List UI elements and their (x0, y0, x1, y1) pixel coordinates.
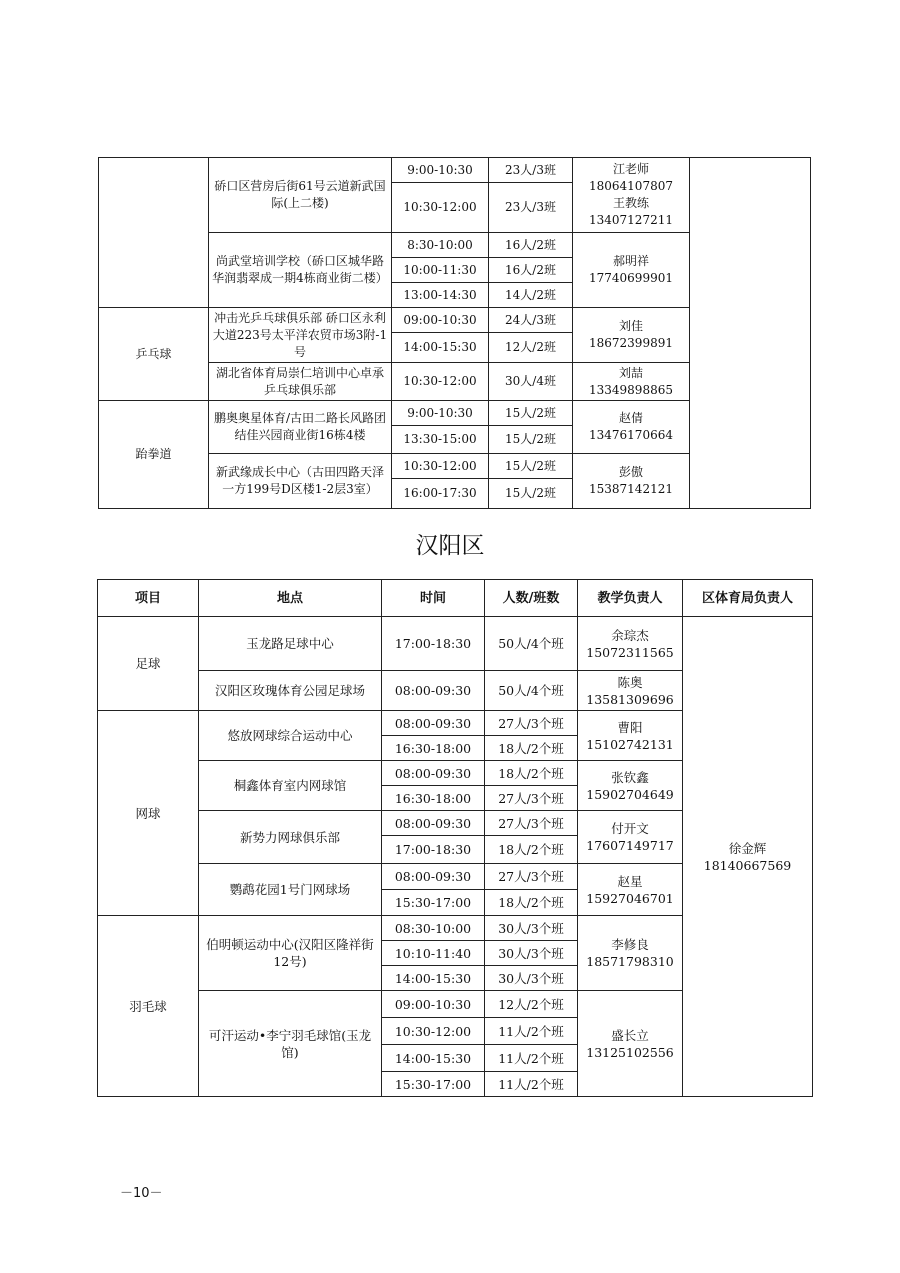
contact-cell: 李修良 18571798310 (578, 916, 683, 991)
time-cell: 15:30-17:00 (382, 1072, 485, 1097)
capacity-cell: 12人/2个班 (485, 991, 578, 1018)
district-contact-cell: 徐金辉 18140667569 (683, 617, 813, 1097)
capacity-cell: 18人/2个班 (485, 761, 578, 786)
capacity-cell: 18人/2个班 (485, 890, 578, 916)
time-cell: 15:30-17:00 (382, 890, 485, 916)
capacity-cell: 16人/2班 (489, 233, 573, 258)
capacity-cell: 12人/2班 (489, 333, 573, 363)
venue-cell: 悠放网球综合运动中心 (199, 711, 382, 761)
time-cell: 17:00-18:30 (382, 836, 485, 864)
time-cell: 09:00-10:30 (392, 308, 489, 333)
capacity-cell: 15人/2班 (489, 479, 573, 509)
venue-cell: 可汗运动•李宁羽毛球馆(玉龙馆) (199, 991, 382, 1097)
table-row (99, 158, 811, 183)
capacity-cell: 27人/3个班 (485, 864, 578, 890)
contact-cell: 盛长立 13125102556 (578, 991, 683, 1097)
venue-cell: 玉龙路足球中心 (199, 617, 382, 671)
time-cell: 9:00-10:30 (392, 401, 489, 426)
capacity-cell: 23人/3班 (489, 183, 573, 233)
capacity-cell: 27人/3个班 (485, 711, 578, 736)
capacity-cell: 15人/2班 (489, 454, 573, 479)
time-cell: 10:00-11:30 (392, 258, 489, 283)
contact-cell: 余琮杰 15072311565 (578, 617, 683, 671)
time-cell: 08:00-09:30 (382, 811, 485, 836)
section-title: 汉阳区 (415, 533, 485, 559)
contact-cell: 刘喆 13349898865 (573, 363, 690, 401)
venue-cell: 汉阳区玫瑰体育公园足球场 (199, 671, 382, 711)
contact-cell: 彭傲 15387142121 (573, 454, 690, 509)
venue-cell: 尚武堂培训学校（硚口区城华路华润翡翠成一期4栋商业街二楼） (209, 233, 392, 308)
sport-cell: 足球 (98, 617, 199, 711)
column-header: 地点 (199, 580, 382, 617)
contact-cell: 张钦鑫 15902704649 (578, 761, 683, 811)
capacity-cell: 24人/3班 (489, 308, 573, 333)
time-cell: 10:30-12:00 (392, 454, 489, 479)
schedule-table-continued (98, 157, 811, 509)
capacity-cell: 15人/2班 (489, 426, 573, 454)
capacity-cell: 11人/2个班 (485, 1018, 578, 1045)
venue-cell: 新势力网球俱乐部 (199, 811, 382, 864)
time-cell: 14:00-15:30 (382, 966, 485, 991)
column-header: 时间 (382, 580, 485, 617)
capacity-cell: 30人/3个班 (485, 966, 578, 991)
column-header: 人数/班数 (485, 580, 578, 617)
time-cell: 10:30-12:00 (392, 363, 489, 401)
capacity-cell: 11人/2个班 (485, 1072, 578, 1097)
venue-cell: 桐鑫体育室内网球馆 (199, 761, 382, 811)
time-cell: 9:00-10:30 (392, 158, 489, 183)
time-cell: 16:30-18:00 (382, 786, 485, 811)
capacity-cell: 11人/2个班 (485, 1045, 578, 1072)
time-cell: 10:30-12:00 (392, 183, 489, 233)
venue-cell: 硚口区营房后街61号云道新武国际(上二楼) (209, 158, 392, 233)
contact-cell: 赵星 15927046701 (578, 864, 683, 916)
venue-cell: 伯明顿运动中心(汉阳区隆祥街12号) (199, 916, 382, 991)
capacity-cell: 30人/4班 (489, 363, 573, 401)
capacity-cell: 23人/3班 (489, 158, 573, 183)
venue-cell: 鹏奥奥星体育/古田二路长风路团结佳兴园商业街16栋4楼 (209, 401, 392, 454)
time-cell: 14:00-15:30 (382, 1045, 485, 1072)
capacity-cell: 16人/2班 (489, 258, 573, 283)
schedule-table (97, 579, 813, 1097)
capacity-cell: 18人/2个班 (485, 736, 578, 761)
contact-cell: 郝明祥 17740699901 (573, 233, 690, 308)
time-cell: 09:00-10:30 (382, 991, 485, 1018)
time-cell: 08:00-09:30 (382, 761, 485, 786)
capacity-cell: 27人/3个班 (485, 811, 578, 836)
venue-cell: 冲击光乒乓球俱乐部 硚口区永利大道223号太平洋农贸市场3附-1号 (209, 308, 392, 363)
time-cell: 08:00-09:30 (382, 711, 485, 736)
contact-cell: 江老师 18064107807 王教练 13407127211 (573, 158, 690, 233)
capacity-cell: 50人/4个班 (485, 617, 578, 671)
time-cell: 08:00-09:30 (382, 671, 485, 711)
time-cell: 16:30-18:00 (382, 736, 485, 761)
table-row (98, 617, 813, 671)
contact-cell: 赵倩 13476170664 (573, 401, 690, 454)
page-number: －10－ (120, 1186, 163, 1201)
sport-cell: 乒乓球 (99, 308, 209, 401)
time-cell: 08:30-10:00 (382, 916, 485, 941)
contact-cell: 付开文 17607149717 (578, 811, 683, 864)
time-cell: 13:00-14:30 (392, 283, 489, 308)
time-cell: 10:30-12:00 (382, 1018, 485, 1045)
contact-cell: 陈奥 13581309696 (578, 671, 683, 711)
capacity-cell: 50人/4个班 (485, 671, 578, 711)
column-header: 区体育局负责人 (683, 580, 813, 617)
time-cell: 17:00-18:30 (382, 617, 485, 671)
time-cell: 14:00-15:30 (392, 333, 489, 363)
time-cell: 13:30-15:00 (392, 426, 489, 454)
time-cell: 8:30-10:00 (392, 233, 489, 258)
time-cell: 10:10-11:40 (382, 941, 485, 966)
table-header-row (98, 580, 813, 617)
capacity-cell: 30人/3个班 (485, 941, 578, 966)
capacity-cell: 15人/2班 (489, 401, 573, 426)
sport-cell: 跆拳道 (99, 401, 209, 509)
column-header: 教学负责人 (578, 580, 683, 617)
sport-cell: 羽毛球 (98, 916, 199, 1097)
capacity-cell: 18人/2个班 (485, 836, 578, 864)
time-cell: 16:00-17:30 (392, 479, 489, 509)
venue-cell: 湖北省体育局崇仁培训中心卓承乒乓球俱乐部 (209, 363, 392, 401)
district-contact-cell (690, 158, 811, 509)
venue-cell: 新武缘成长中心（古田四路天泽一方199号D区楼1-2层3室） (209, 454, 392, 509)
capacity-cell: 14人/2班 (489, 283, 573, 308)
contact-cell: 刘佳 18672399891 (573, 308, 690, 363)
venue-cell: 鹦鹉花园1号门网球场 (199, 864, 382, 916)
capacity-cell: 30人/3个班 (485, 916, 578, 941)
column-header: 项目 (98, 580, 199, 617)
time-cell: 08:00-09:30 (382, 864, 485, 890)
contact-cell: 曹阳 15102742131 (578, 711, 683, 761)
capacity-cell: 27人/3个班 (485, 786, 578, 811)
sport-cell (99, 158, 209, 308)
sport-cell: 网球 (98, 711, 199, 916)
